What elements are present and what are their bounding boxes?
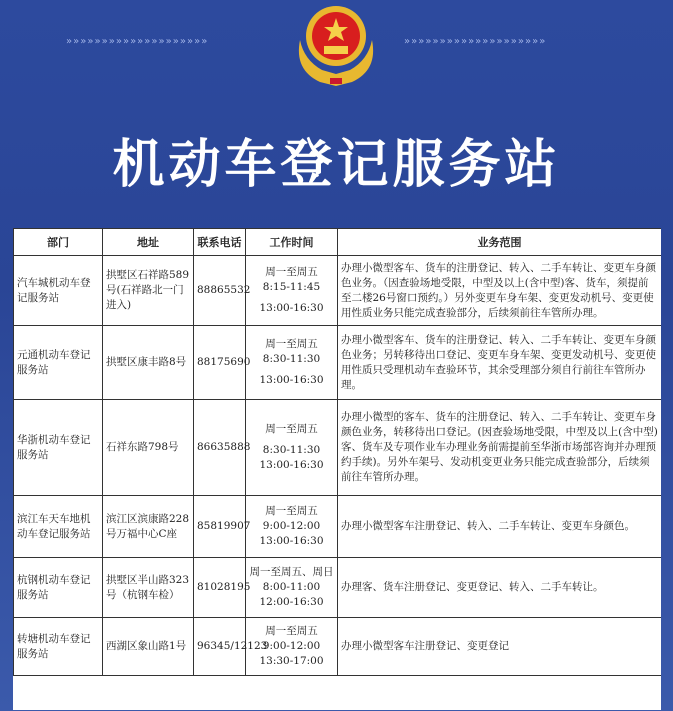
- scope-cell: 办理小微型客车、货车的注册登记、转入、二手车转让、变更车身颜色业务；另转移待出口登记、变更车身车架、变更发动机号、变更使用性质只受理机动车查验环节，其余受理部分须自行前往车管所办理。: [338, 326, 662, 400]
- hours-afternoon: 13:30-17:00: [259, 655, 324, 667]
- hours-cell: [246, 400, 338, 496]
- hours-morning: 8:30-11:30: [262, 353, 321, 365]
- address-cell: 拱墅区康丰路8号: [103, 326, 194, 400]
- table-row: [14, 326, 662, 400]
- phone-cell: 81028195: [194, 558, 246, 618]
- hours-days: 周一至周五: [265, 625, 318, 637]
- hours-afternoon: 13:00-16:30: [259, 302, 324, 314]
- table-header-row: [14, 229, 662, 256]
- dept-cell: 华浙机动车登记服务站: [14, 400, 103, 496]
- header-phone: 联系电话: [194, 229, 246, 256]
- hours-cell: [246, 496, 338, 558]
- dept-cell: 转塘机动车登记服务站: [14, 618, 103, 676]
- table-row: [14, 400, 662, 496]
- decorative-chevrons-right: »»»»»»»»»»»»»»»»»»»»: [404, 36, 547, 47]
- hours-afternoon: 12:00-16:30: [259, 596, 324, 608]
- scope-cell: 办理小微型客车注册登记、转入、二手车转让、变更车身颜色。: [338, 496, 662, 558]
- hours-days: 周一至周五: [265, 266, 318, 278]
- address-cell: 石祥东路798号: [103, 400, 194, 496]
- hours-cell: [246, 558, 338, 618]
- hours-morning: 8:00-11:00: [262, 581, 321, 593]
- scope-cell: 办理小微型客车注册登记、变更登记: [338, 618, 662, 676]
- dept-cell: 滨江车天车地机动车登记服务站: [14, 496, 103, 558]
- hours-afternoon: 13:00-16:30: [259, 535, 324, 547]
- hours-morning: 9:00-12:00: [262, 520, 321, 532]
- table-row: [14, 558, 662, 618]
- phone-cell: 96345/12123: [194, 618, 246, 676]
- scope-cell: 办理小微型客车、货车的注册登记、转入、二手车转让、变更车身颜色业务。（因查验场地受限，中型及以上(含中型)客、货车，须提前至二楼26号窗口预约。）另外变更车身车架、变更发动机号、变更使用性质业务只能完成查验部分，后续须前往车管所办理。: [338, 256, 662, 326]
- dept-cell: 元通机动车登记服务站: [14, 326, 103, 400]
- hours-days: 周一至周五: [265, 423, 318, 435]
- header-scope: 业务范围: [338, 229, 662, 256]
- address-cell: 拱墅区石祥路589号(石祥路北一门进入): [103, 256, 194, 326]
- hours-cell: [246, 256, 338, 326]
- hours-days: 周一至周五、周日: [249, 566, 334, 578]
- header-address: 地址: [103, 229, 194, 256]
- hours-days: 周一至周五: [265, 338, 318, 350]
- scope-cell: 办理客、货车注册登记、变更登记、转入、二手车转让。: [338, 558, 662, 618]
- page-title: 机动车登记服务站: [112, 135, 561, 195]
- address-cell: 拱墅区半山路323号（杭钢车检）: [103, 558, 194, 618]
- hours-days: 周一至周五: [265, 505, 318, 517]
- table-row: [14, 256, 662, 326]
- hours-afternoon: 13:00-16:30: [259, 374, 324, 386]
- phone-cell: 85819907: [194, 496, 246, 558]
- hours-cell: [246, 326, 338, 400]
- table-row: [14, 496, 662, 558]
- dept-cell: 杭钢机动车登记服务站: [14, 558, 103, 618]
- table-row: [14, 618, 662, 676]
- address-cell: 滨江区滨康路228号万福中心C座: [103, 496, 194, 558]
- phone-cell: 88865532: [194, 256, 246, 326]
- header-hours: 工作时间: [246, 229, 338, 256]
- dept-cell: 汽车城机动车登记服务站: [14, 256, 103, 326]
- service-table-card: [13, 228, 661, 710]
- hours-morning: 9:00-12:00: [262, 640, 321, 652]
- address-cell: 西湖区象山路1号: [103, 618, 194, 676]
- header-dept: 部门: [14, 229, 103, 256]
- scope-cell: 办理小微型的客车、货车的注册登记、转入、二手车转让、变更车身颜色业务，转移待出口登记。(因查验场地受限，中型及以上(含中型)客、货车及专项作业车办理业务前需提前至华浙市场部咨询并办理预约手续)。另外车架号、发动机变更业务只能完成查验部分，后续须前往车管所办理。: [338, 400, 662, 496]
- decorative-chevrons-left: »»»»»»»»»»»»»»»»»»»»: [66, 36, 209, 47]
- hours-afternoon: 13:00-16:30: [259, 459, 324, 471]
- hours-morning: 8:15-11:45: [262, 281, 321, 293]
- police-emblem-icon: [290, 0, 382, 86]
- phone-cell: 88175690: [194, 326, 246, 400]
- phone-cell: 86635888: [194, 400, 246, 496]
- service-station-table: [13, 228, 661, 676]
- hours-morning: 8:30-11:30: [262, 444, 321, 456]
